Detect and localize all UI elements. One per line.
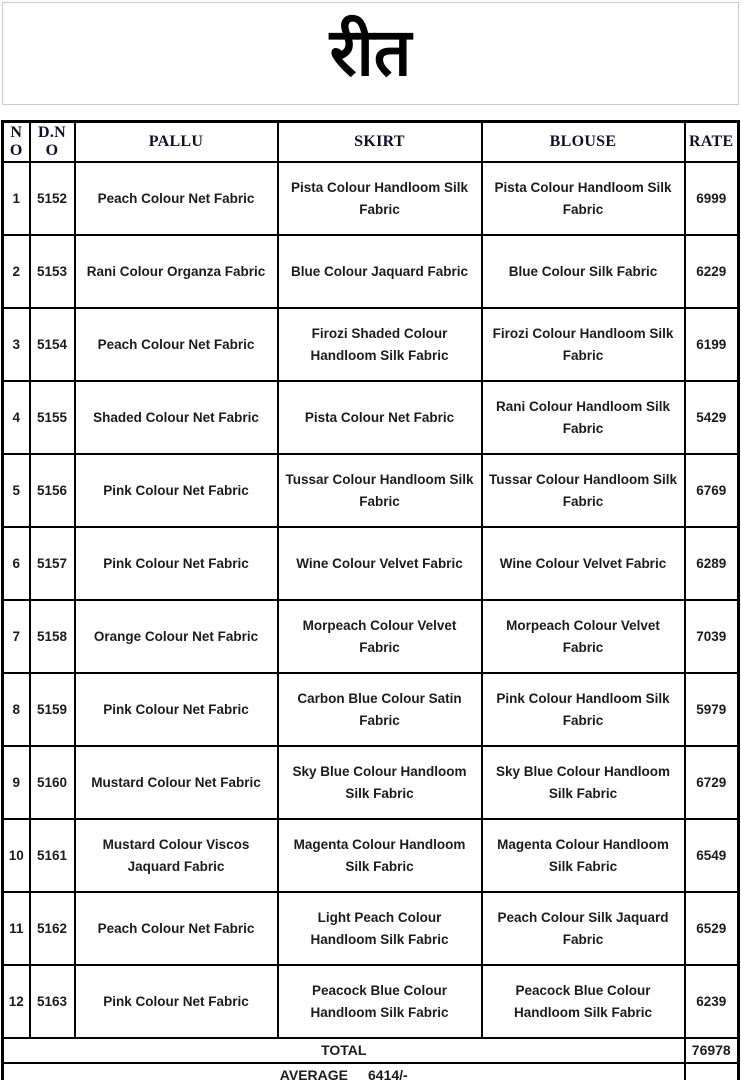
table-row — [3, 746, 739, 819]
table-row — [3, 235, 739, 308]
cell-dno: 5163 — [30, 965, 75, 1038]
cell-no: 5 — [3, 454, 30, 527]
cell-pallu: Pink Colour Net Fabric — [75, 965, 278, 1038]
total-label: TOTAL — [3, 1038, 685, 1063]
average-value: 6414/- — [368, 1066, 408, 1080]
cell-rate: 6999 — [685, 162, 739, 235]
header-row — [3, 122, 739, 163]
cell-dno: 5160 — [30, 746, 75, 819]
cell-blouse: Blue Colour Silk Fabric — [482, 235, 685, 308]
table-row — [3, 819, 739, 892]
cell-no: 8 — [3, 673, 30, 746]
cell-blouse: Tussar Colour Handloom Silk Fabric — [482, 454, 685, 527]
cell-no: 7 — [3, 600, 30, 673]
cell-blouse: Peacock Blue Colour Handloom Silk Fabric — [482, 965, 685, 1038]
header-rate: RATE — [685, 122, 739, 163]
total-value: 76978 — [685, 1038, 739, 1063]
average-row — [3, 1063, 739, 1080]
cell-pallu: Peach Colour Net Fabric — [75, 308, 278, 381]
cell-blouse: Pink Colour Handloom Silk Fabric — [482, 673, 685, 746]
average-label: AVERAGE — [279, 1066, 348, 1080]
cell-skirt: Blue Colour Jaquard Fabric — [278, 235, 482, 308]
cell-pallu: Shaded Colour Net Fabric — [75, 381, 278, 454]
cell-skirt: Firozi Shaded Colour Handloom Silk Fabric — [278, 308, 482, 381]
cell-pallu: Orange Colour Net Fabric — [75, 600, 278, 673]
cell-skirt: Magenta Colour Handloom Silk Fabric — [278, 819, 482, 892]
cell-skirt: Peacock Blue Colour Handloom Silk Fabric — [278, 965, 482, 1038]
cell-rate: 6549 — [685, 819, 739, 892]
cell-dno: 5152 — [30, 162, 75, 235]
cell-pallu: Mustard Colour Net Fabric — [75, 746, 278, 819]
cell-skirt: Morpeach Colour Velvet Fabric — [278, 600, 482, 673]
cell-skirt: Carbon Blue Colour Satin Fabric — [278, 673, 482, 746]
title-box — [2, 2, 739, 105]
cell-blouse: Pista Colour Handloom Silk Fabric — [482, 162, 685, 235]
cell-dno: 5154 — [30, 308, 75, 381]
cell-skirt: Tussar Colour Handloom Silk Fabric — [278, 454, 482, 527]
cell-dno: 5153 — [30, 235, 75, 308]
cell-blouse: Morpeach Colour Velvet Fabric — [482, 600, 685, 673]
average-cell — [3, 1063, 685, 1080]
cell-no: 3 — [3, 308, 30, 381]
header-no: NO — [3, 122, 30, 163]
cell-pallu: Rani Colour Organza Fabric — [75, 235, 278, 308]
table-row — [3, 454, 739, 527]
cell-no: 4 — [3, 381, 30, 454]
table-row — [3, 381, 739, 454]
cell-dno: 5156 — [30, 454, 75, 527]
table-row — [3, 600, 739, 673]
table-row — [3, 965, 739, 1038]
cell-no: 1 — [3, 162, 30, 235]
cell-rate: 6289 — [685, 527, 739, 600]
cell-no: 10 — [3, 819, 30, 892]
cell-dno: 5162 — [30, 892, 75, 965]
table-row — [3, 673, 739, 746]
cell-pallu: Pink Colour Net Fabric — [75, 673, 278, 746]
cell-blouse: Sky Blue Colour Handloom Silk Fabric — [482, 746, 685, 819]
page-title: रीत — [329, 16, 412, 90]
cell-pallu: Peach Colour Net Fabric — [75, 892, 278, 965]
cell-rate: 6199 — [685, 308, 739, 381]
cell-no: 9 — [3, 746, 30, 819]
table-row — [3, 162, 739, 235]
cell-pallu: Pink Colour Net Fabric — [75, 454, 278, 527]
table-row — [3, 892, 739, 965]
header-blouse: BLOUSE — [482, 122, 685, 163]
cell-rate: 5979 — [685, 673, 739, 746]
cell-rate: 6229 — [685, 235, 739, 308]
cell-dno: 5159 — [30, 673, 75, 746]
cell-rate: 6239 — [685, 965, 739, 1038]
cell-rate: 7039 — [685, 600, 739, 673]
cell-blouse: Peach Colour Silk Jaquard Fabric — [482, 892, 685, 965]
cell-no: 6 — [3, 527, 30, 600]
cell-blouse: Firozi Colour Handloom Silk Fabric — [482, 308, 685, 381]
cell-no: 2 — [3, 235, 30, 308]
cell-skirt: Pista Colour Handloom Silk Fabric — [278, 162, 482, 235]
cell-pallu: Peach Colour Net Fabric — [75, 162, 278, 235]
average-rate-empty — [685, 1063, 739, 1080]
total-row — [3, 1038, 739, 1063]
cell-rate: 6529 — [685, 892, 739, 965]
cell-rate: 6729 — [685, 746, 739, 819]
header-pallu: PALLU — [75, 122, 278, 163]
cell-skirt: Sky Blue Colour Handloom Silk Fabric — [278, 746, 482, 819]
cell-no: 11 — [3, 892, 30, 965]
cell-skirt: Wine Colour Velvet Fabric — [278, 527, 482, 600]
cell-no: 12 — [3, 965, 30, 1038]
header-skirt: SKIRT — [278, 122, 482, 163]
cell-pallu: Pink Colour Net Fabric — [75, 527, 278, 600]
cell-dno: 5161 — [30, 819, 75, 892]
price-table — [1, 120, 740, 1080]
cell-rate: 5429 — [685, 381, 739, 454]
cell-blouse: Magenta Colour Handloom Silk Fabric — [482, 819, 685, 892]
table-row — [3, 308, 739, 381]
cell-skirt: Light Peach Colour Handloom Silk Fabric — [278, 892, 482, 965]
cell-skirt: Pista Colour Net Fabric — [278, 381, 482, 454]
cell-dno: 5158 — [30, 600, 75, 673]
cell-dno: 5157 — [30, 527, 75, 600]
cell-blouse: Rani Colour Handloom Silk Fabric — [482, 381, 685, 454]
cell-dno: 5155 — [30, 381, 75, 454]
cell-rate: 6769 — [685, 454, 739, 527]
header-dno: D.NO — [30, 122, 75, 163]
table-row — [3, 527, 739, 600]
cell-pallu: Mustard Colour Viscos Jaquard Fabric — [75, 819, 278, 892]
cell-blouse: Wine Colour Velvet Fabric — [482, 527, 685, 600]
